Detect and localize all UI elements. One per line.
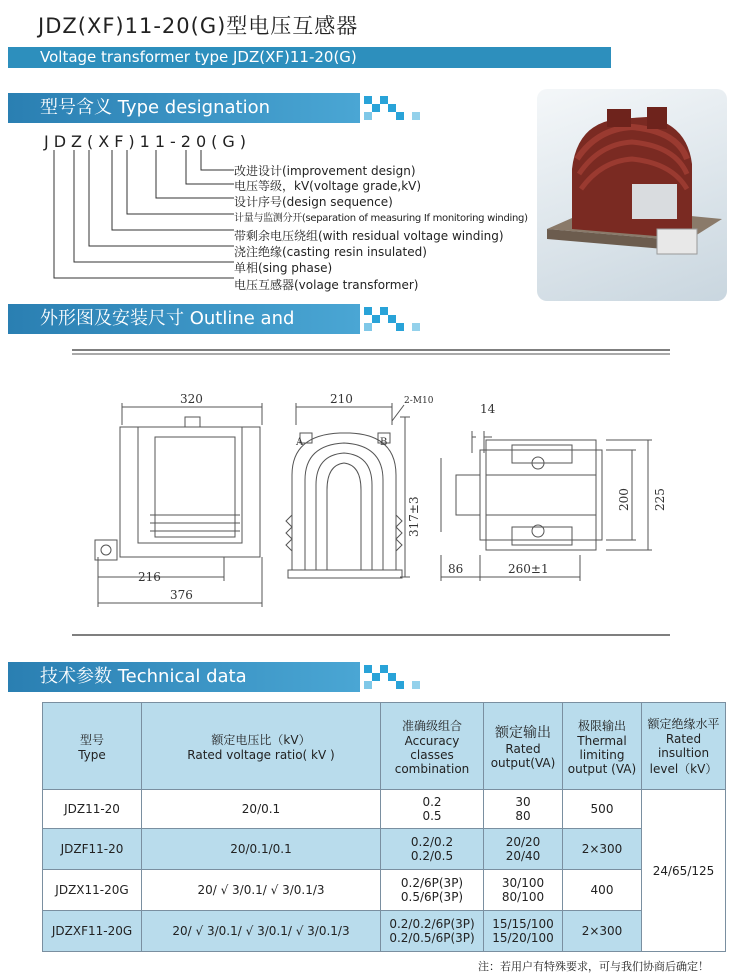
section-bar-outline [8,304,360,359]
outline-drawing [0,345,750,645]
page-title: JDZ(XF)11-20(G)型电压互感器 [38,14,359,38]
dim-front-base1: 216 [138,570,161,584]
header-type: 型号 Type [43,703,142,790]
header-insulation: 额定绝缘水平 Rated insultion level（kV） [642,703,726,790]
dim-top-260: 260±1 [508,562,549,576]
designation-leader-lines [40,150,240,290]
header-ratio: 额定电压比（kV） Rated voltage ratio( kV ) [142,703,381,790]
footer-note: 注：若用户有特殊要求，可与我们协商后确定！ [478,960,709,973]
product-photo [537,89,727,301]
dim-top-225: 225 [653,488,667,511]
table-row: JDZXF11-20G 20/ √ 3/0.1/ √ 3/0.1/ √ 3/0.1/3 0.2/0.2/6P(3P) 0.2/0.5/6P(3P) 15/15/100 15/20/100 2×300 [43,911,726,952]
terminal-b-label: B [380,437,388,448]
designation-item: 浇注绝缘(casting resin insulated) [234,245,427,259]
section-title-designation: 型号含义 Type designation [40,97,271,118]
dim-front-width: 320 [180,392,203,406]
designation-item: 带剩余电压绕组(with residual voltage winding) [234,229,504,243]
designation-item: 计量与监测分开(separation of measuring If monitoring winding) [234,213,528,224]
table-row: JDZF11-20 20/0.1/0.1 0.2/0.2 0.2/0.5 20/20 20/40 2×300 [43,829,726,870]
dim-front-base2: 376 [170,588,193,602]
dim-top-200: 200 [617,488,631,511]
designation-code: JDZ(XF)11-20(G) [44,132,252,151]
header-output: 额定输出 Rated output(VA) [484,703,563,790]
technical-data-table [42,702,726,952]
designation-item: 电压互感器(volage transformer) [234,278,419,292]
section-title-outline: 外形图及安装尺寸 Outline and dimensions [40,308,295,359]
table-header-row [43,703,726,790]
page-subtitle-bar [8,47,611,68]
section-bar-designation [8,93,360,123]
dim-bolt: 2-M10 [404,396,434,406]
section-title-technical: 技术参数 Technical data [40,666,247,687]
table-row: JDZX11-20G 20/ √ 3/0.1/ √ 3/0.1/3 0.2/6P(3P) 0.5/6P(3P) 30/100 80/100 400 [43,870,726,911]
dim-side-width: 210 [330,392,353,406]
designation-item: 电压等级，kV(voltage grade,kV) [234,179,422,193]
header-limit: 极限输出 Thermal limiting output (VA) [563,703,642,790]
table-row: JDZ11-20 20/0.1 0.2 0.5 30 80 500 24/65/125 [43,790,726,829]
dim-side-height: 317±3 [407,496,421,537]
header-accuracy: 准确级组合 Accuracy classes combination [381,703,484,790]
dim-top-14: 14 [480,402,496,416]
insulation-value: 24/65/125 [642,790,726,952]
section-bar-technical [8,662,360,692]
terminal-a-label: A [296,437,304,448]
designation-item: 改进设计(improvement design) [234,164,416,178]
dim-top-86: 86 [448,562,464,576]
designation-item: 单相(sing phase) [234,261,333,275]
designation-item: 设计序号(design sequence) [234,195,393,209]
page-subtitle: Voltage transformer type JDZ(XF)11-20(G) [40,48,357,66]
